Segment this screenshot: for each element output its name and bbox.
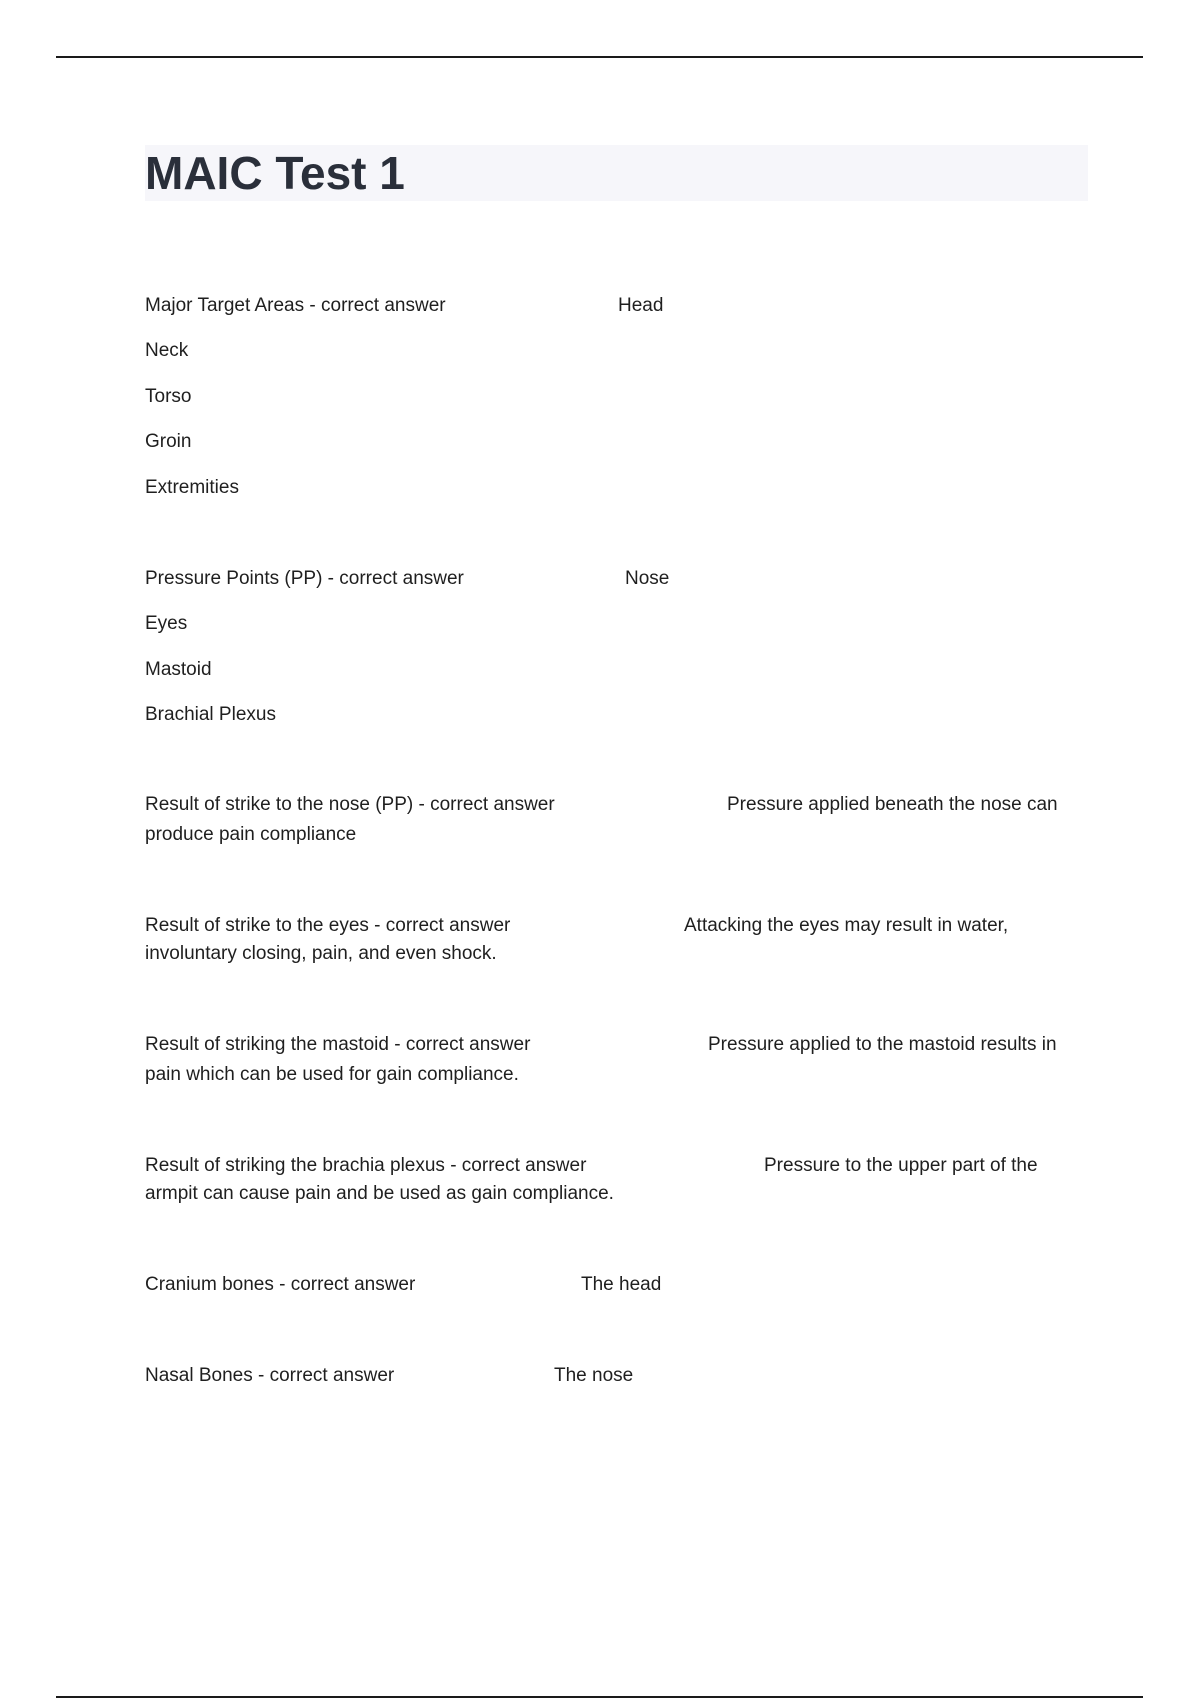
answer-line: involuntary closing, pain, and even shock. [145, 943, 497, 964]
bottom-rule [56, 1696, 1143, 1698]
question-pressure-points: Pressure Points (PP) - correct answer [145, 568, 464, 589]
answer-line: Neck [145, 340, 189, 361]
answer-strike-eyes: Attacking the eyes may result in water, [684, 915, 1009, 936]
page-title: MAIC Test 1 [145, 147, 405, 199]
answer-cranium-bones: The head [581, 1274, 662, 1295]
question-strike-brachial-plexus: Result of striking the brachia plexus - correct answer [145, 1155, 587, 1176]
answer-strike-nose: Pressure applied beneath the nose can [727, 794, 1058, 815]
answer-major-target-areas: Head [618, 295, 664, 316]
answer-line: Brachial Plexus [145, 704, 276, 725]
answer-pressure-points: Nose [625, 568, 670, 589]
answer-line: Mastoid [145, 659, 212, 680]
answer-nasal-bones: The nose [554, 1365, 634, 1386]
answer-line: Groin [145, 431, 192, 452]
question-nasal-bones: Nasal Bones - correct answer [145, 1365, 395, 1386]
answer-line: Eyes [145, 613, 188, 634]
top-rule [56, 56, 1143, 58]
answer-strike-brachial-plexus: Pressure to the upper part of the [764, 1155, 1038, 1176]
answer-line: pain which can be used for gain compliance. [145, 1064, 519, 1085]
question-cranium-bones: Cranium bones - correct answer [145, 1274, 416, 1295]
question-strike-eyes: Result of strike to the eyes - correct answer [145, 915, 511, 936]
question-major-target-areas: Major Target Areas - correct answer [145, 295, 446, 316]
answer-line: Torso [145, 386, 192, 407]
question-strike-mastoid: Result of striking the mastoid - correct answer [145, 1034, 531, 1055]
answer-line: Extremities [145, 477, 239, 498]
question-strike-nose: Result of strike to the nose (PP) - correct answer [145, 794, 555, 815]
answer-line: produce pain compliance [145, 824, 357, 845]
answer-line: armpit can cause pain and be used as gain compliance. [145, 1183, 614, 1204]
answer-strike-mastoid: Pressure applied to the mastoid results in [708, 1034, 1057, 1055]
title-banner [145, 145, 1088, 201]
